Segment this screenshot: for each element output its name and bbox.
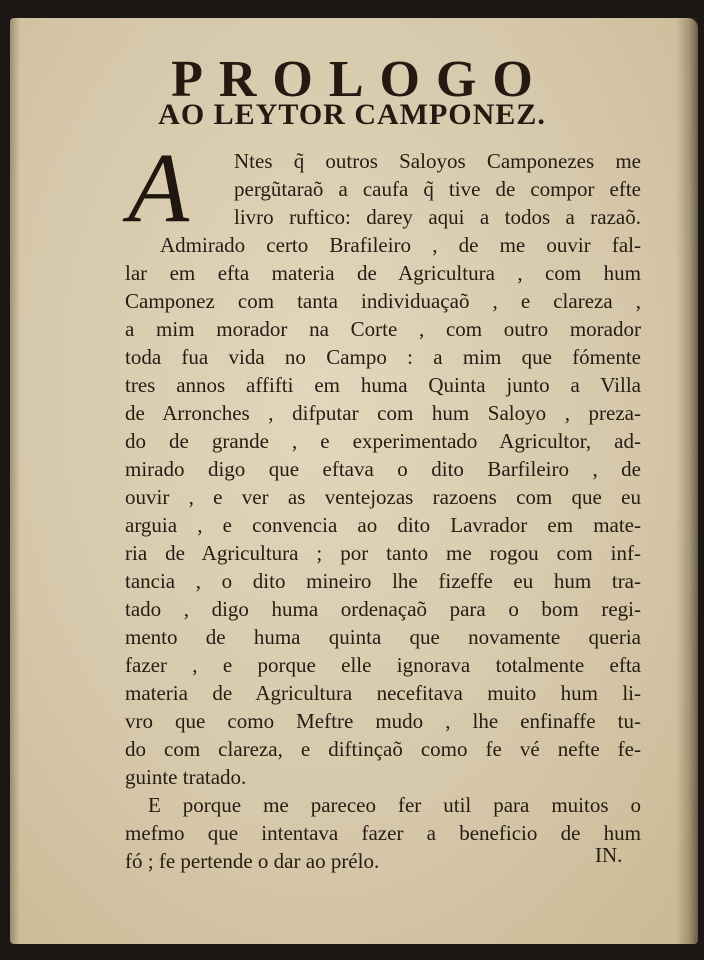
text-line: Camponez com tanta individuaçaõ , e clareza , <box>125 289 641 313</box>
text-line: vro que como Meftre mudo , lhe enfinaffe tu- <box>125 709 641 733</box>
text-line: mefmo que intentava fazer a beneficio de hum <box>125 821 641 845</box>
text-line: fó ; fe pertende o dar ao prélo. <box>125 849 380 873</box>
text-line: de Arronches , difputar com hum Saloyo , preza- <box>125 401 641 425</box>
text-line: guinte tratado. <box>125 765 247 789</box>
text-line: Admirado certo Brafileiro , de me ouvir fal- <box>160 233 641 257</box>
text-line: ria de Agricultura ; por tanto me rogou com inf- <box>125 541 641 565</box>
text-line: arguia , e convencia ao dito Lavrador em mate- <box>125 513 641 537</box>
text-line: livro ruftico: darey aqui a todos a razaõ. <box>234 205 641 229</box>
text-line: mento de huma quinta que novamente queria <box>125 625 641 649</box>
text-line: do de grande , e experimentado Agricultor, ad- <box>125 429 641 453</box>
text-line: do com clareza, e diftinçaõ como fe vé nefte fe- <box>125 737 641 761</box>
text-line: materia de Agricultura necefitava muito hum li- <box>125 681 641 705</box>
text-line: ouvir , e ver as ventejozas razoens com que eu <box>125 485 641 509</box>
text-line: pergũtaraõ a caufa q̃ tive de compor efte <box>234 177 641 201</box>
page-spine-shadow <box>676 18 698 944</box>
text-line: tado , digo huma ordenaçaõ para o bom regi- <box>125 597 641 621</box>
text-line: tres annos affifti em huma Quinta junto a Villa <box>125 373 641 397</box>
text-line: E porque me pareceo fer util para muitos o <box>148 793 641 817</box>
text-line: a mim morador na Corte , com outro morador <box>125 317 641 341</box>
page-title: PROLOGO <box>171 51 549 108</box>
page-subtitle: AO LEYTOR CAMPONEZ. <box>158 98 546 131</box>
catchword: IN. <box>595 843 623 867</box>
text-line: Ntes q̃ outros Saloyos Camponezes me <box>234 149 641 173</box>
text-line: mirado digo que eftava o dito Barfileiro , de <box>125 457 641 481</box>
text-line: fazer , e porque elle ignorava totalmente efta <box>125 653 641 677</box>
text-line: lar em efta materia de Agricultura , com hum <box>125 261 641 285</box>
text-line: tancia , o dito mineiro lhe fizeffe eu hum tra- <box>125 569 641 593</box>
page-left-edge-shadow <box>10 18 20 944</box>
text-line: toda fua vida no Campo : a mim que fómente <box>125 345 641 369</box>
drop-cap: A <box>128 132 190 243</box>
